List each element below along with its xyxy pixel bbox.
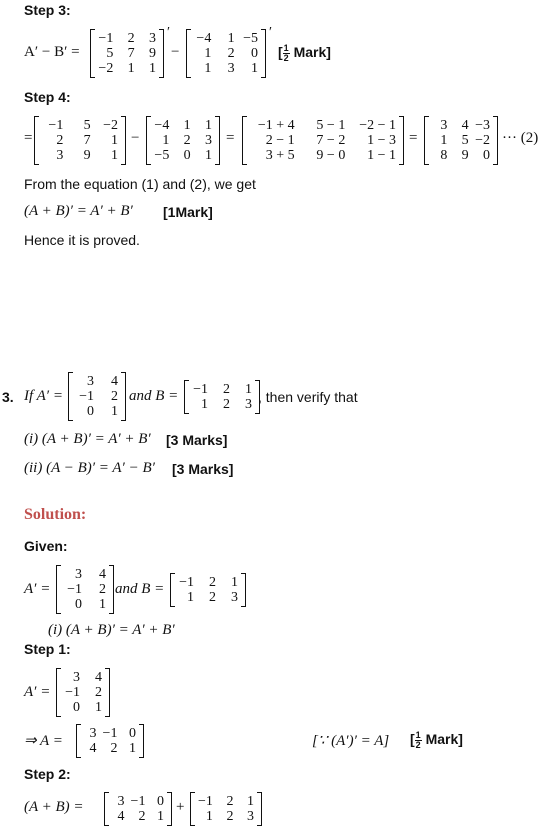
matrix-cell: −1 [193, 382, 208, 397]
matrix-cell: 1 [227, 31, 235, 46]
matrix-cell: 9 [149, 46, 156, 61]
step3-lhs: A′ − B′ = [24, 44, 80, 60]
matrix-cell: 1 [440, 133, 448, 148]
matrix-cell: 1 [245, 382, 252, 397]
matrix-cell: 5 [106, 46, 114, 61]
given-matrix-b [170, 573, 246, 607]
step3-mark: [ $\frac{1}{2}$ Mark] [278, 43, 331, 63]
step3-heading: Step 3: [24, 2, 71, 18]
plus-sign: + [176, 799, 185, 815]
matrix-cell: 4 [99, 567, 106, 582]
step2-matrix-1 [104, 792, 172, 826]
matrix-cell: 1 [205, 148, 212, 163]
matrix-cell: 4 [89, 741, 97, 756]
matrix-cell: 3 [245, 397, 252, 412]
matrix-cell: 2 [223, 382, 230, 397]
matrix-cell: 1 [149, 61, 156, 76]
matrix-cell: 1 [205, 118, 212, 133]
matrix-cell: 1 [204, 46, 212, 61]
matrix-cell: 0 [73, 700, 80, 715]
matrix-cell: −1 [79, 389, 94, 404]
matrix-cell: −1 [98, 31, 114, 46]
equals-sign: = [226, 130, 235, 146]
given-matrix-a [56, 565, 114, 614]
minus-sign: − [131, 130, 140, 146]
matrix-cell: 4 [111, 374, 118, 389]
matrix-cell: 3 [231, 590, 238, 605]
step1-matrix [56, 668, 110, 717]
matrix-cell: 2 [99, 582, 106, 597]
matrix-right-bracket [159, 29, 164, 78]
matrix-cell: 1 [157, 809, 164, 824]
matrix-cell: 9 [461, 148, 469, 163]
step1-heading: Step 1: [24, 641, 71, 657]
matrix-cell: −5 [154, 148, 170, 163]
matrix-right-bracket [121, 116, 126, 165]
matrix-cell: 3 + 5 [265, 148, 295, 163]
matrix-cell: −3 [475, 118, 490, 133]
matrix-cell: 3 [247, 809, 254, 824]
q3-matrix-b [184, 380, 260, 414]
matrix-cell: 5 − 1 [316, 118, 346, 133]
matrix-cell: 0 [157, 794, 164, 809]
equals-sign: = [409, 130, 418, 146]
matrix-cell: 2 [111, 389, 118, 404]
question-number: 3. [2, 389, 14, 405]
result-eq: (A + B)′ = A′ + B′ [24, 203, 133, 219]
transpose-prime: ′ [268, 25, 272, 40]
step2-lhs: (A + B) = [24, 799, 84, 815]
matrix-cell: −1 + 4 [257, 118, 295, 133]
step1-reason: [∵ (A′)′ = A] [312, 733, 390, 749]
proved-text: Hence it is proved. [24, 232, 140, 248]
matrix-cell: 2 [209, 575, 216, 590]
matrix-cell: 1 [251, 61, 258, 76]
q3-part1: (i) (A + B)′ = A′ + B′ [24, 431, 151, 447]
matrix-cell: 4 [95, 670, 102, 685]
matrix-cell: 0 [483, 148, 490, 163]
matrix-cell: −1 [48, 118, 64, 133]
step4-heading: Step 4: [24, 89, 71, 105]
step3-matrix-b [186, 25, 272, 78]
matrix-cell: −4 [196, 31, 212, 46]
matrix-cell: 2 [183, 133, 191, 148]
step2-heading: Step 2: [24, 766, 71, 782]
q3-part2: (ii) (A − B)′ = A′ − B′ [24, 460, 155, 476]
matrix-right-bracket [241, 573, 246, 607]
step3-matrix-a [90, 25, 170, 78]
matrix-cell: 1 [95, 700, 102, 715]
matrix-cell: 1 [127, 61, 135, 76]
matrix-cell: 0 [183, 148, 191, 163]
matrix-cell: 5 [461, 133, 469, 148]
matrix-cell: −1 [198, 794, 213, 809]
q3-and: and B = [129, 388, 179, 404]
matrix-cell: 2 [226, 794, 234, 809]
given-lhs: A′ = [24, 581, 51, 597]
matrix-cell: 1 [183, 118, 191, 133]
matrix-right-bracket [261, 29, 266, 78]
matrix-cell: 1 [201, 397, 208, 412]
matrix-cell: 7 [127, 46, 135, 61]
matrix-cell: 3 [117, 794, 125, 809]
matrix-cell: 1 [129, 741, 136, 756]
step4-matrix-1 [34, 116, 126, 165]
matrix-right-bracket [257, 792, 262, 826]
matrix-cell: 3 [149, 31, 156, 46]
matrix-right-bracket [215, 116, 220, 165]
matrix-right-bracket [167, 792, 172, 826]
matrix-cell: 1 [187, 590, 194, 605]
transpose-prime: ′ [166, 25, 170, 40]
matrix-cell: −1 [179, 575, 194, 590]
matrix-cell: 0 [87, 404, 94, 419]
matrix-cell: 1 [231, 575, 238, 590]
matrix-cell: 2 [127, 31, 135, 46]
q3-then: , then verify that [258, 389, 358, 405]
matrix-cell: 1 [111, 133, 118, 148]
from-text: From the equation (1) and (2), we get [24, 176, 256, 192]
matrix-cell: 3 [73, 670, 80, 685]
matrix-cell: 4 [461, 118, 469, 133]
matrix-cell: −2 − 1 [359, 118, 396, 133]
q3-matrix-a [68, 372, 126, 421]
matrix-cell: 1 [99, 597, 106, 612]
matrix-right-bracket [399, 116, 404, 165]
matrix-cell: 2 [223, 397, 230, 412]
matrix-cell: 3 [89, 726, 97, 741]
solution-title: Solution: [24, 506, 87, 523]
matrix-cell: 2 [95, 685, 102, 700]
matrix-cell: −2 [98, 61, 114, 76]
step1-mark: [ $\frac{1}{2}$ Mark] [410, 730, 463, 750]
part-i: (i) (A + B)′ = A′ + B′ [48, 622, 175, 638]
matrix-right-bracket [109, 565, 114, 614]
matrix-cell: −2 [475, 133, 490, 148]
matrix-cell: 3 [205, 133, 212, 148]
matrix-right-bracket [121, 372, 126, 421]
q3-part2-mark: [3 Marks] [172, 461, 234, 477]
matrix-cell: 1 − 3 [367, 133, 396, 148]
matrix-cell: 1 − 1 [367, 148, 396, 163]
matrix-cell: −1 [102, 726, 118, 741]
matrix-cell: 1 [111, 404, 118, 419]
matrix-cell: 5 [83, 118, 91, 133]
matrix-cell: 3 [87, 374, 94, 389]
matrix-cell: 2 − 1 [265, 133, 295, 148]
matrix-cell: −1 [130, 794, 146, 809]
minus-sign: − [171, 44, 180, 60]
matrix-cell: 7 − 2 [316, 133, 346, 148]
matrix-cell: 2 [110, 741, 118, 756]
equals-sign: = [24, 130, 33, 146]
step1-lhs: A′ = [24, 684, 51, 700]
matrix-cell: −2 [103, 118, 118, 133]
matrix-cell: 0 [129, 726, 136, 741]
matrix-right-bracket [493, 116, 498, 165]
step1-matrix-a [76, 724, 144, 758]
matrix-cell: 0 [75, 597, 82, 612]
equation-ref: ··· (2) [502, 130, 539, 146]
matrix-cell: −1 [67, 582, 82, 597]
matrix-cell: 2 [138, 809, 146, 824]
step1-implies: ⇒ A = [24, 733, 63, 749]
matrix-cell: 9 [83, 148, 91, 163]
matrix-cell: −5 [243, 31, 258, 46]
matrix-cell: 4 [117, 809, 125, 824]
matrix-cell: 1 [204, 61, 212, 76]
matrix-cell: 3 [75, 567, 82, 582]
given-and: and B = [115, 581, 165, 597]
matrix-cell: 1 [247, 794, 254, 809]
matrix-cell: 1 [162, 133, 170, 148]
matrix-cell: −1 [65, 685, 80, 700]
matrix-cell: 7 [83, 133, 91, 148]
matrix-cell: 3 [440, 118, 448, 133]
matrix-cell: 8 [440, 148, 448, 163]
matrix-cell: 1 [111, 148, 118, 163]
q3-if: If A′ = [24, 388, 63, 404]
result-mark: [1Mark] [163, 204, 213, 220]
matrix-cell: 1 [205, 809, 213, 824]
matrix-cell: 0 [251, 46, 258, 61]
step4-matrix-2 [146, 116, 220, 165]
matrix-cell: 2 [56, 133, 64, 148]
matrix-cell: −4 [154, 118, 170, 133]
matrix-cell: 2 [227, 46, 235, 61]
step4-matrix-3 [242, 116, 404, 165]
matrix-cell: 2 [209, 590, 216, 605]
matrix-cell: 2 [226, 809, 234, 824]
matrix-right-bracket [139, 724, 144, 758]
matrix-cell: 3 [227, 61, 235, 76]
matrix-right-bracket [105, 668, 110, 717]
step2-matrix-2 [190, 792, 262, 826]
given-heading: Given: [24, 538, 68, 554]
matrix-cell: 3 [56, 148, 64, 163]
matrix-cell: 9 − 0 [316, 148, 346, 163]
q3-part1-mark: [3 Marks] [166, 432, 228, 448]
step4-matrix-4 [424, 116, 498, 165]
